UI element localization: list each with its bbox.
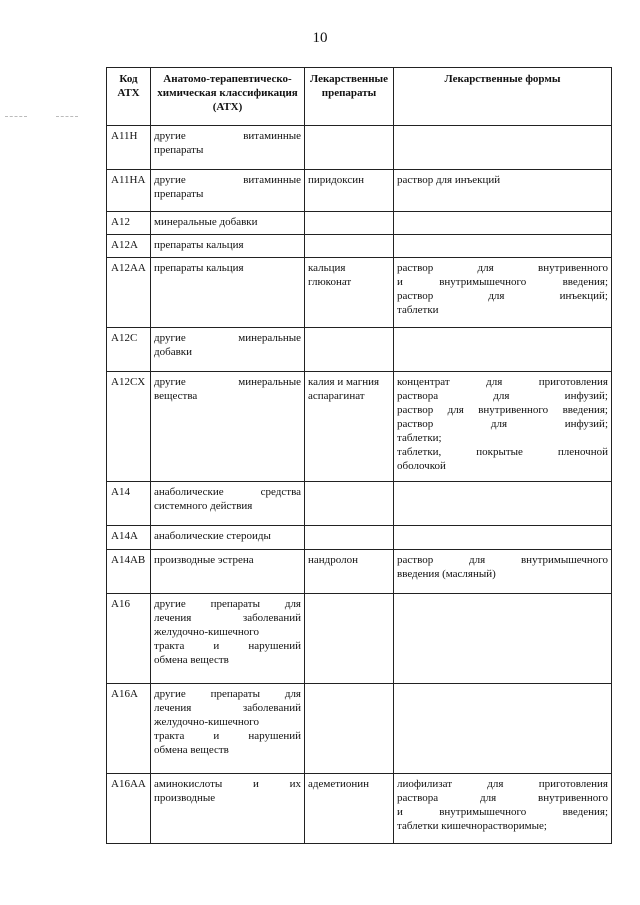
- table-row: [107, 258, 612, 328]
- header-code: Код АТХ: [107, 68, 151, 126]
- cell-code: A11H: [107, 126, 151, 170]
- cell-drugs: [305, 170, 394, 212]
- drugs-line: нандролон: [308, 554, 358, 566]
- header-forms: Лекарственные формы: [394, 68, 612, 126]
- cell-classification: [151, 594, 305, 684]
- table-row: [107, 482, 612, 526]
- forms-line: раствор для внутривенного: [397, 262, 608, 274]
- cell-forms: [394, 235, 612, 258]
- cell-drugs: [305, 482, 394, 526]
- cell-forms: [394, 684, 612, 774]
- classification-line: производные: [154, 792, 216, 804]
- classification-line: тракта и нарушений: [154, 730, 301, 742]
- forms-line: и внутримышечного введения;: [397, 276, 608, 288]
- table-header-row: [107, 68, 612, 126]
- cell-classification: [151, 526, 305, 550]
- cell-forms: [394, 170, 612, 212]
- table-row: [107, 594, 612, 684]
- cell-drugs: [305, 258, 394, 328]
- forms-line: концентрат для приготовления: [397, 376, 608, 388]
- cell-classification: [151, 684, 305, 774]
- cell-classification: [151, 258, 305, 328]
- cell-drugs: [305, 774, 394, 844]
- classification-line: вещества: [154, 390, 198, 402]
- classification-line: препараты: [154, 188, 204, 200]
- forms-line: раствор для инъекций: [397, 174, 501, 186]
- cell-code: A12A: [107, 235, 151, 258]
- cell-forms: [394, 774, 612, 844]
- cell-classification: [151, 550, 305, 594]
- cell-forms: [394, 372, 612, 482]
- classification-line: анаболические средства: [154, 486, 301, 498]
- cell-forms: [394, 482, 612, 526]
- classification-line: производные эстрена: [154, 554, 254, 566]
- drugs-line: кальция: [308, 262, 346, 274]
- table-row: [107, 372, 612, 482]
- forms-line: раствора для внутривенного: [397, 792, 608, 804]
- cell-code: A12CX: [107, 372, 151, 482]
- classification-line: минеральные добавки: [154, 216, 258, 228]
- cell-code: A16A: [107, 684, 151, 774]
- cell-drugs: [305, 594, 394, 684]
- classification-line: другие препараты для: [154, 688, 301, 700]
- classification-line: тракта и нарушений: [154, 640, 301, 652]
- table-row: [107, 126, 612, 170]
- drugs-line: глюконат: [308, 276, 352, 288]
- cell-forms: [394, 526, 612, 550]
- classification-line: другие минеральные: [154, 376, 301, 388]
- cell-forms: [394, 258, 612, 328]
- cell-drugs: [305, 372, 394, 482]
- cell-code: A16: [107, 594, 151, 684]
- table-row: [107, 774, 612, 844]
- forms-line: таблетки, покрытые пленочной: [397, 446, 608, 458]
- header-classification: Анатомо-терапевтическо-химическая классификация (АТХ): [151, 68, 305, 126]
- classification-line: системного действия: [154, 500, 253, 512]
- table-row: [107, 526, 612, 550]
- page-number: 10: [312, 30, 328, 46]
- atc-table: [106, 67, 612, 844]
- forms-line: раствор для инъекций;: [397, 290, 608, 302]
- scan-margin-mark: [56, 116, 78, 118]
- forms-line: и внутримышечного введения;: [397, 806, 608, 818]
- cell-classification: [151, 774, 305, 844]
- classification-line: лечения заболеваний: [154, 702, 301, 714]
- scan-margin-mark: [5, 116, 27, 118]
- classification-line: препараты: [154, 144, 204, 156]
- forms-line: таблетки;: [397, 432, 442, 444]
- classification-line: желудочно-кишечного: [154, 716, 259, 728]
- cell-code: A14A: [107, 526, 151, 550]
- classification-line: аминокислоты и их: [154, 778, 301, 790]
- cell-drugs: [305, 212, 394, 235]
- classification-line: анаболические стероиды: [154, 530, 271, 542]
- classification-line: желудочно-кишечного: [154, 626, 259, 638]
- cell-drugs: [305, 684, 394, 774]
- cell-forms: [394, 550, 612, 594]
- table-body: [107, 126, 612, 844]
- cell-classification: [151, 235, 305, 258]
- cell-classification: [151, 170, 305, 212]
- cell-classification: [151, 372, 305, 482]
- cell-forms: [394, 212, 612, 235]
- table-row: [107, 550, 612, 594]
- forms-line: введения (масляный): [397, 568, 496, 580]
- classification-line: препараты кальция: [154, 239, 244, 251]
- classification-line: другие витаминные: [154, 130, 301, 142]
- classification-line: другие препараты для: [154, 598, 301, 610]
- cell-drugs: [305, 526, 394, 550]
- cell-code: A12: [107, 212, 151, 235]
- classification-line: добавки: [154, 346, 193, 358]
- forms-line: раствор для внутримышечного: [397, 554, 608, 566]
- cell-drugs: [305, 328, 394, 372]
- cell-drugs: [305, 235, 394, 258]
- cell-forms: [394, 594, 612, 684]
- forms-line: лиофилизат для приготовления: [397, 778, 608, 790]
- classification-line: другие витаминные: [154, 174, 301, 186]
- cell-code: A14: [107, 482, 151, 526]
- classification-line: обмена веществ: [154, 744, 229, 756]
- classification-line: другие минеральные: [154, 332, 301, 344]
- cell-classification: [151, 212, 305, 235]
- drugs-line: аспарагинат: [308, 390, 365, 402]
- forms-line: раствор для инфузий;: [397, 418, 608, 430]
- cell-drugs: [305, 126, 394, 170]
- cell-classification: [151, 126, 305, 170]
- table-row: [107, 170, 612, 212]
- classification-line: обмена веществ: [154, 654, 229, 666]
- cell-drugs: [305, 550, 394, 594]
- drugs-line: адеметионин: [308, 778, 370, 790]
- classification-line: лечения заболеваний: [154, 612, 301, 624]
- header-drugs: Лекарственные препараты: [305, 68, 394, 126]
- forms-line: раствор для внутривенного введения;: [397, 404, 608, 416]
- forms-line: раствора для инфузий;: [397, 390, 608, 402]
- cell-code: A12AA: [107, 258, 151, 328]
- forms-line: таблетки кишечнорастворимые;: [397, 820, 547, 832]
- forms-line: таблетки: [397, 304, 439, 316]
- cell-forms: [394, 328, 612, 372]
- table-row: [107, 328, 612, 372]
- cell-classification: [151, 328, 305, 372]
- table-row: [107, 235, 612, 258]
- drugs-line: калия и магния: [308, 376, 380, 388]
- cell-forms: [394, 126, 612, 170]
- table-row: [107, 684, 612, 774]
- table-row: [107, 212, 612, 235]
- drugs-line: пиридоксин: [308, 174, 364, 186]
- classification-line: препараты кальция: [154, 262, 244, 274]
- cell-classification: [151, 482, 305, 526]
- forms-line: оболочкой: [397, 460, 446, 472]
- cell-code: A12C: [107, 328, 151, 372]
- cell-code: A14AB: [107, 550, 151, 594]
- cell-code: A16AA: [107, 774, 151, 844]
- cell-code: A11HA: [107, 170, 151, 212]
